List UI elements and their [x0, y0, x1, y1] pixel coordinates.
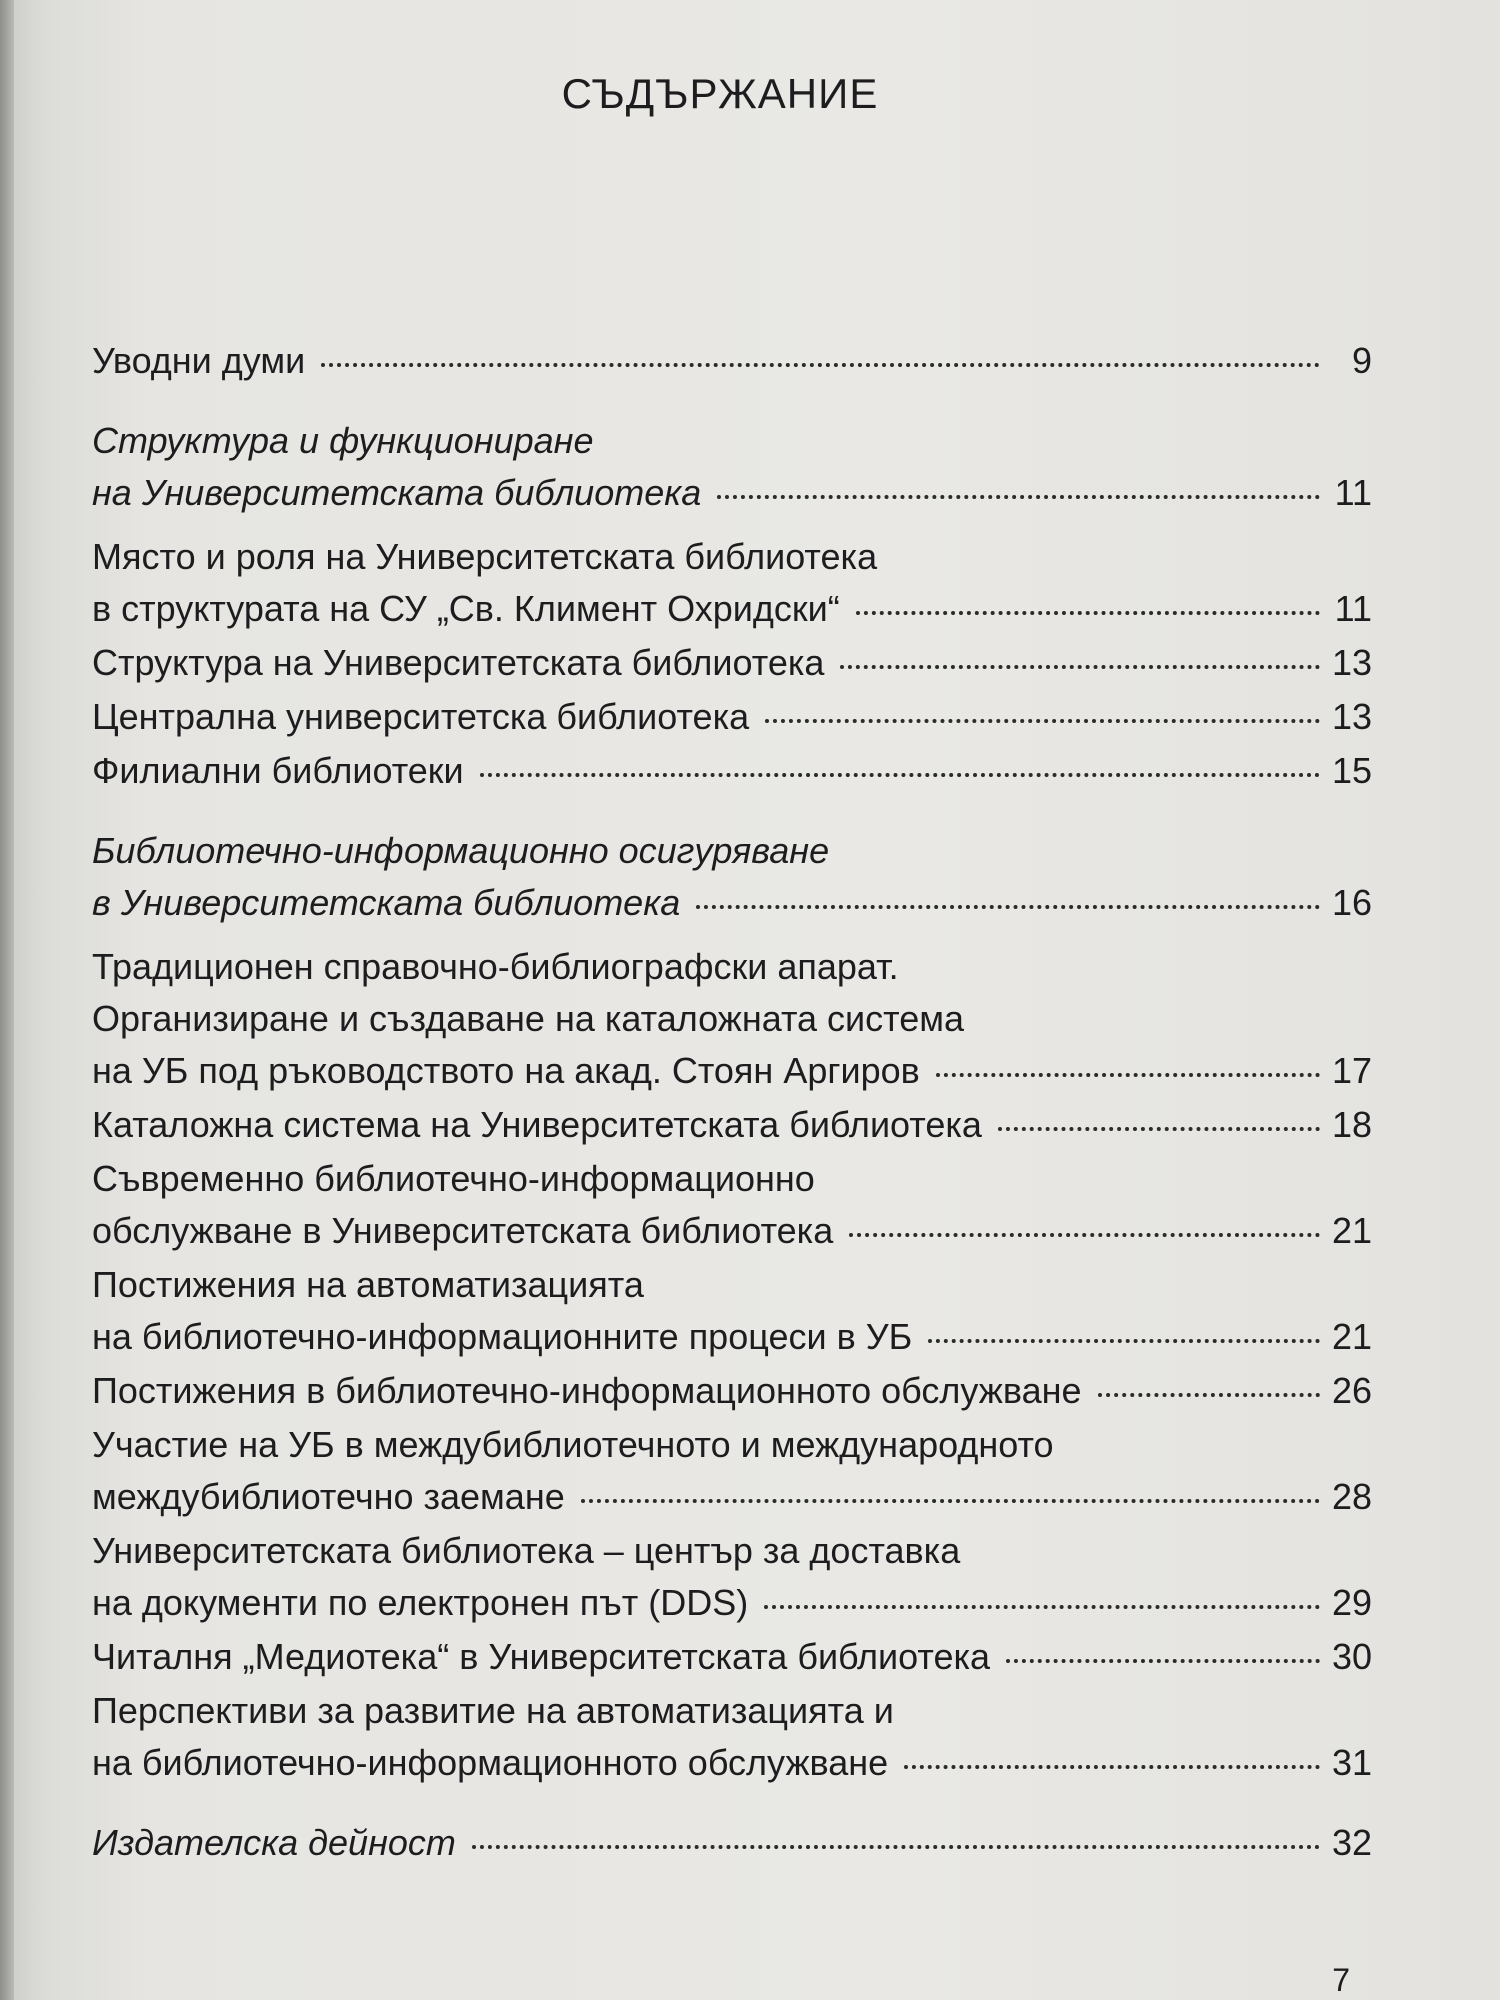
toc-entry-title-line: Филиални библиотеки	[92, 750, 464, 791]
toc-entry-last-line	[92, 467, 1372, 519]
toc-page-number: 9	[1351, 340, 1372, 381]
toc-entry-title-line: Каталожна система на Университетската библиотека	[92, 1104, 982, 1145]
toc-page-number: 28	[1331, 1476, 1372, 1517]
toc-entry-title-line: Традиционен справочно-библиографски апарат.	[92, 946, 899, 987]
toc-entry	[92, 1685, 1372, 1789]
toc-entry	[92, 1419, 1372, 1523]
toc-entry	[92, 531, 1372, 635]
toc-entry	[92, 1525, 1372, 1629]
toc-entry-last-line	[92, 335, 1372, 387]
toc-page-number: 15	[1331, 750, 1372, 791]
toc-entry-title-line: Съвременно библиотечно-информационно	[92, 1158, 815, 1199]
toc-entry-last-line	[92, 1099, 1372, 1151]
toc-entry-last-line	[92, 637, 1372, 689]
toc-entry	[92, 691, 1372, 743]
toc-page-number: 26	[1331, 1370, 1372, 1411]
dot-leader	[472, 1845, 1320, 1849]
toc-entry-title-line: Постижения в библиотечно-информационното обслужване	[92, 1370, 1082, 1411]
toc-entry	[92, 1099, 1372, 1151]
toc-entry	[92, 335, 1372, 387]
dot-leader	[856, 611, 1320, 615]
toc-entry-last-line	[92, 1577, 1372, 1629]
toc-entry	[92, 1817, 1372, 1869]
toc-entry-title-line: Библиотечно-информационно осигуряване	[92, 830, 830, 871]
table-of-contents	[92, 335, 1372, 1869]
dot-leader	[928, 1339, 1320, 1343]
toc-entry-title-line: на Университетската библиотека	[92, 472, 702, 513]
dot-leader	[717, 495, 1320, 499]
toc-entry-title-line: обслужване в Университетската библиотека	[92, 1210, 834, 1251]
toc-entry-title-line: на библиотечно-информационното обслужване	[92, 1742, 889, 1783]
toc-entry-title-line: в Университетската библиотека	[92, 882, 681, 923]
toc-page-number: 30	[1331, 1636, 1372, 1677]
toc-entry-title-line: в структурата на СУ „Св. Климент Охридски“	[92, 588, 840, 629]
dot-leader	[696, 905, 1320, 909]
toc-entry-title-line: на УБ под ръководството на акад. Стоян Аргиров	[92, 1050, 920, 1091]
toc-page-number: 13	[1331, 642, 1372, 683]
toc-entry	[92, 1259, 1372, 1363]
toc-page-number: 13	[1331, 696, 1372, 737]
dot-leader	[840, 665, 1320, 669]
toc-entry-last-line	[92, 1045, 1372, 1097]
toc-entry-title-line: Структура на Университетската библиотека	[92, 642, 825, 683]
toc-entry-last-line	[92, 583, 1372, 635]
toc-entry-title-line: Читалня „Медиотека“ в Университетската библиотека	[92, 1636, 991, 1677]
toc-entry-title-line: на документи по електронен път (DDS)	[92, 1582, 749, 1623]
toc-entry-title-line: Университетската библиотека – център за доставка	[92, 1530, 961, 1571]
toc-entry-last-line	[92, 1311, 1372, 1363]
toc-entry	[92, 415, 1372, 519]
toc-page-number: 11	[1334, 588, 1372, 629]
page-number: 7	[1332, 1962, 1350, 1998]
toc-entry-last-line	[92, 877, 1372, 929]
dot-leader	[480, 773, 1320, 777]
toc-entry-title-line: Участие на УБ в междубиблиотечното и международното	[92, 1424, 1054, 1465]
toc-entry-last-line	[92, 691, 1372, 743]
toc-entry-title-line: на библиотечно-информационните процеси в УБ	[92, 1316, 913, 1357]
dot-leader	[321, 363, 1320, 367]
toc-page-number: 16	[1331, 882, 1372, 923]
dot-leader	[998, 1127, 1320, 1131]
toc-entry	[92, 637, 1372, 689]
dot-leader	[936, 1073, 1320, 1077]
toc-entry	[92, 1365, 1372, 1417]
toc-page-number: 18	[1331, 1104, 1372, 1145]
dot-leader	[904, 1765, 1320, 1769]
toc-entry-title-line: Издателска дейност	[92, 1822, 456, 1863]
toc-entry	[92, 825, 1372, 929]
toc-entry	[92, 1153, 1372, 1257]
toc-entry-title-line: Уводни думи	[92, 340, 306, 381]
page-title: СЪДЪРЖАНИЕ	[561, 70, 879, 117]
toc-entry-last-line	[92, 1471, 1372, 1523]
toc-entry-last-line	[92, 1817, 1372, 1869]
dot-leader	[581, 1499, 1320, 1503]
toc-entry-title-line: Място и роля на Университетската библиотека	[92, 536, 878, 577]
toc-page-number: 29	[1331, 1582, 1372, 1623]
toc-page-number: 21	[1331, 1210, 1372, 1251]
toc-entry	[92, 745, 1372, 797]
dot-leader	[849, 1233, 1320, 1237]
toc-entry	[92, 1631, 1372, 1683]
toc-entry-last-line	[92, 1205, 1372, 1257]
toc-entry-last-line	[92, 1631, 1372, 1683]
toc-page-number: 21	[1331, 1316, 1372, 1357]
toc-entry-title-line: Перспективи за развитие на автоматизацията и	[92, 1690, 894, 1731]
toc-page-number: 31	[1331, 1742, 1372, 1783]
toc-page-number: 11	[1334, 472, 1372, 513]
toc-entry-title-line: Структура и функциониране	[92, 420, 594, 461]
toc-entry-last-line	[92, 1365, 1372, 1417]
toc-entry-last-line	[92, 1737, 1372, 1789]
toc-entry	[92, 941, 1372, 1097]
toc-entry-last-line	[92, 745, 1372, 797]
toc-entry-title-line: Постижения на автоматизацията	[92, 1264, 644, 1305]
toc-page-number: 17	[1331, 1050, 1372, 1091]
dot-leader	[1006, 1659, 1320, 1663]
book-spine-shadow	[0, 0, 14, 2000]
toc-entry-title-line: Организиране и създаване на каталожната система	[92, 998, 965, 1039]
dot-leader	[765, 719, 1320, 723]
toc-entry-title-line: междубиблиотечно заемане	[92, 1476, 565, 1517]
toc-page-number: 32	[1331, 1822, 1372, 1863]
dot-leader	[1098, 1393, 1321, 1397]
dot-leader	[764, 1605, 1320, 1609]
toc-entry-title-line: Централна университетска библиотека	[92, 696, 750, 737]
